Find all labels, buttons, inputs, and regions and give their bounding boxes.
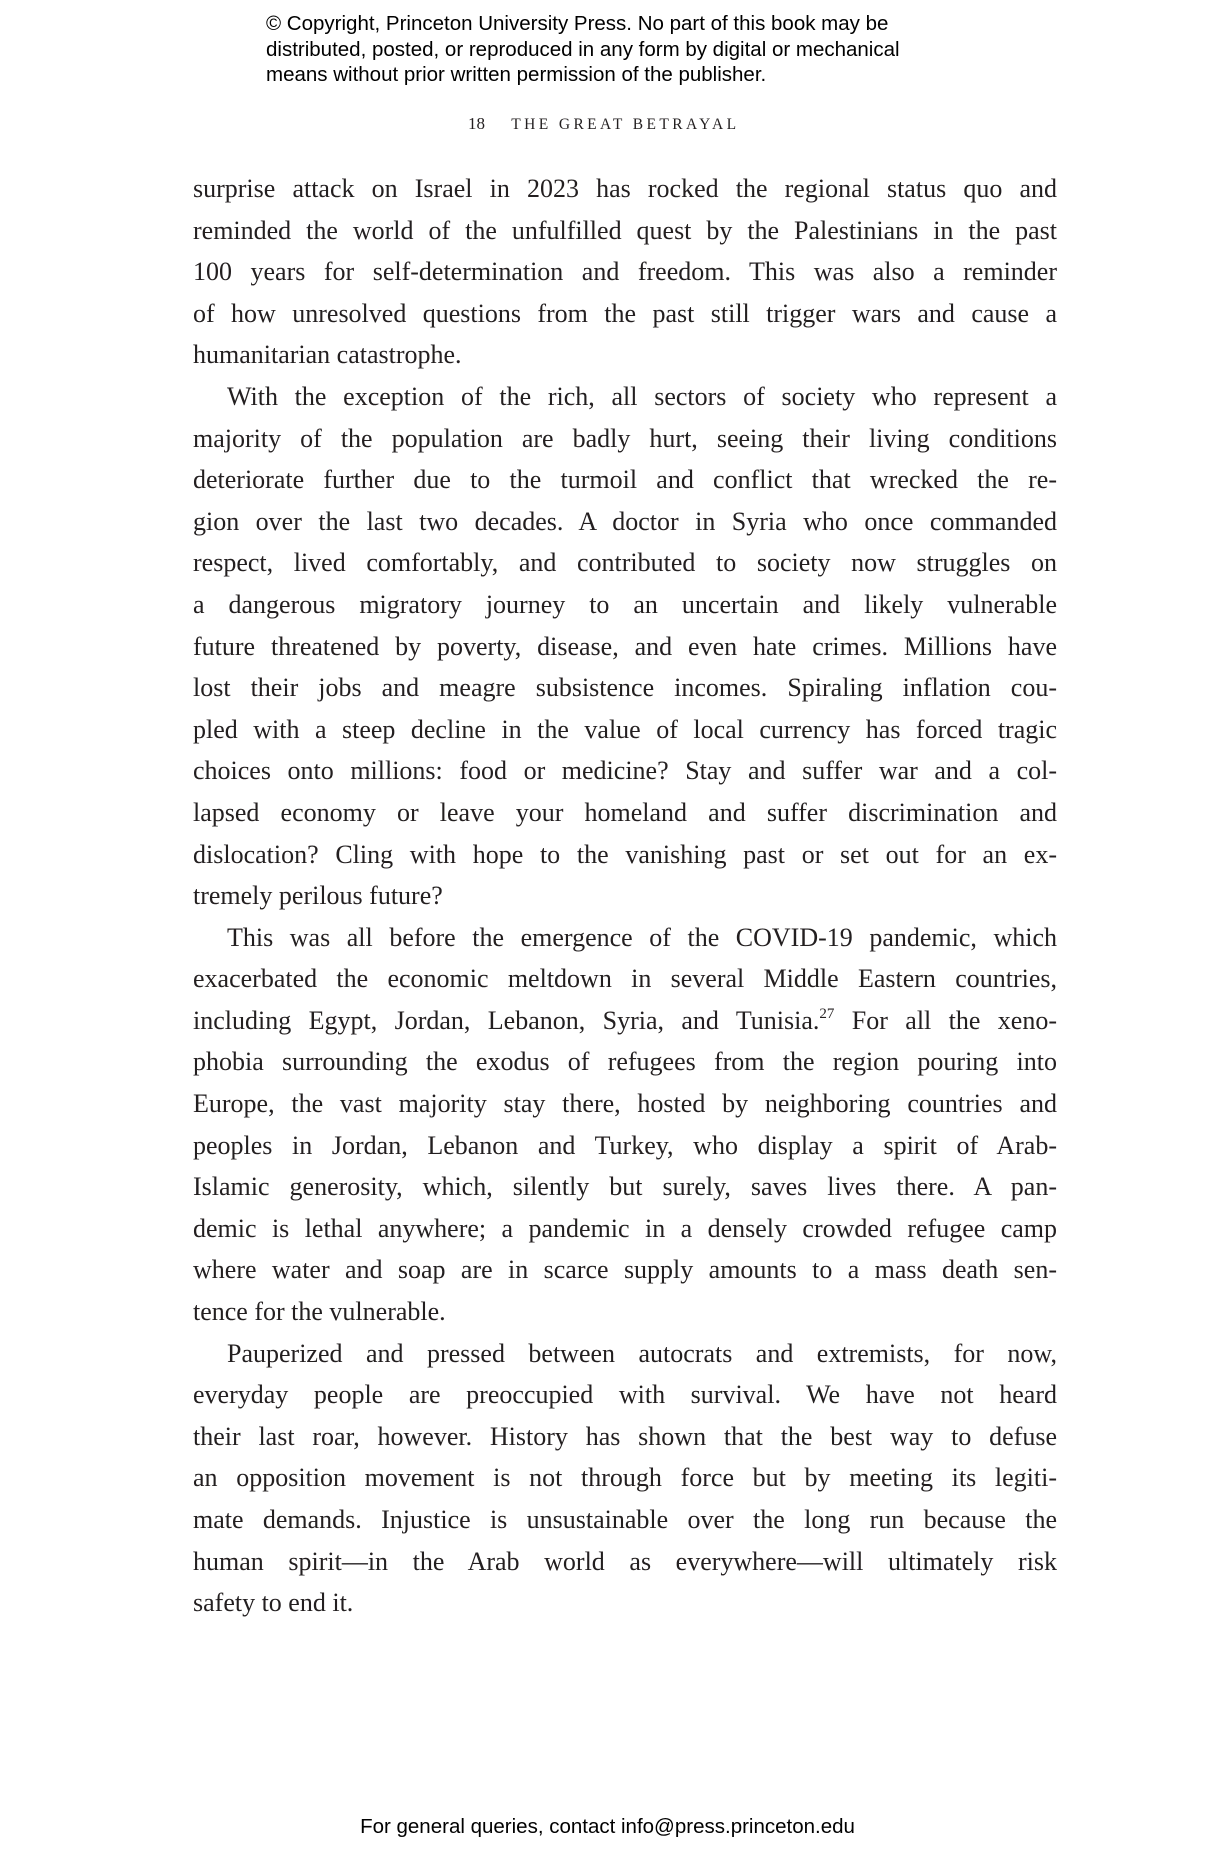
body-text <box>193 168 1057 1624</box>
page-number: 18 <box>468 114 485 133</box>
text-line-with-footnote <box>193 1000 1057 1042</box>
text-line: majority of the population are badly hurt, seeing their living conditions <box>193 423 1057 453</box>
text-line: choices onto millions: food or medicine? Stay and suffer war and a col- <box>193 756 1057 786</box>
book-title: THE GREAT BETRAYAL <box>511 116 740 133</box>
paragraph <box>193 1333 1057 1624</box>
paragraph <box>193 917 1057 1333</box>
text-line: everyday people are preoccupied with survival. We have not heard <box>193 1380 1057 1410</box>
text-line: peoples in Jordan, Lebanon and Turkey, who display a spirit of Arab- <box>193 1130 1057 1160</box>
text-line: where water and soap are in scarce supply amounts to a mass death sen- <box>193 1255 1057 1285</box>
text-line: respect, lived comfortably, and contributed to society now struggles on <box>193 548 1057 578</box>
text-line: gion over the last two decades. A doctor in Syria who once commanded <box>193 506 1057 536</box>
text-line: their last roar, however. History has shown that the best way to defuse <box>193 1421 1057 1451</box>
text-line: phobia surrounding the exodus of refugees from the region pouring into <box>193 1047 1057 1077</box>
text-line: lapsed economy or leave your homeland and suffer discrimination and <box>193 797 1057 827</box>
footer-text: For general queries, contact info@press.princeton.edu <box>360 1815 855 1838</box>
text-line: 100 years for self-determination and freedom. This was also a reminder <box>193 257 1057 287</box>
text-line: This was all before the emergence of the COVID-19 pandemic, which <box>227 922 1057 952</box>
text-line: demic is lethal anywhere; a pandemic in a densely crowded refugee camp <box>193 1213 1057 1243</box>
text-line: With the exception of the rich, all sectors of society who represent a <box>227 381 1057 411</box>
text-line: of how unresolved questions from the past still trigger wars and cause a <box>193 298 1057 328</box>
paragraph <box>193 376 1057 917</box>
paragraph <box>193 168 1057 376</box>
text-fragment: For all the xeno- <box>834 1005 1057 1035</box>
text-line: a dangerous migratory journey to an uncertain and likely vulnerable <box>193 589 1057 619</box>
text-line: Pauperized and pressed between autocrats and extremists, for now, <box>227 1338 1057 1368</box>
footnote-marker[interactable]: 27 <box>819 1005 835 1022</box>
text-line: an opposition movement is not through force but by meeting its legiti- <box>193 1463 1057 1493</box>
text-line: humanitarian catastrophe. <box>193 340 462 370</box>
text-line: pled with a steep decline in the value of local currency has forced tragic <box>193 714 1057 744</box>
text-line: human spirit—in the Arab world as everywhere—will ultimately risk <box>193 1546 1057 1576</box>
copyright-line: © Copyright, Princeton University Press. No part of this book may be <box>266 12 889 35</box>
text-line: dislocation? Cling with hope to the vanishing past or set out for an ex- <box>193 839 1057 869</box>
text-line: deteriorate further due to the turmoil and conflict that wrecked the re- <box>193 465 1057 495</box>
text-line: surprise attack on Israel in 2023 has rocked the regional status quo and <box>193 174 1057 203</box>
text-line: exacerbated the economic meltdown in several Middle Eastern countries, <box>193 964 1057 994</box>
text-line: tence for the vulnerable. <box>193 1297 446 1327</box>
copyright-line: distributed, posted, or reproduced in any form by digital or mechanical <box>266 37 900 61</box>
copyright-line: means without prior written permission of the publisher. <box>266 63 767 86</box>
text-line: tremely perilous future? <box>193 881 443 911</box>
text-line: future threatened by poverty, disease, and even hate crimes. Millions have <box>193 631 1057 661</box>
text-line: Europe, the vast majority stay there, hosted by neighboring countries and <box>193 1089 1057 1119</box>
text-line: safety to end it. <box>193 1588 354 1618</box>
text-fragment: including Egypt, Jordan, Lebanon, Syria, and Tunisia. <box>193 1005 820 1035</box>
copyright-notice <box>266 11 986 88</box>
text-line: lost their jobs and meagre subsistence incomes. Spiraling inflation cou- <box>193 673 1057 703</box>
running-head <box>468 112 740 137</box>
text-line: Islamic generosity, which, silently but surely, saves lives there. A pan- <box>193 1172 1057 1202</box>
text-line: reminded the world of the unfulfilled quest by the Palestinians in the past <box>193 215 1057 245</box>
footer-contact <box>0 1814 1225 1840</box>
text-line: mate demands. Injustice is unsustainable over the long run because the <box>193 1505 1057 1534</box>
